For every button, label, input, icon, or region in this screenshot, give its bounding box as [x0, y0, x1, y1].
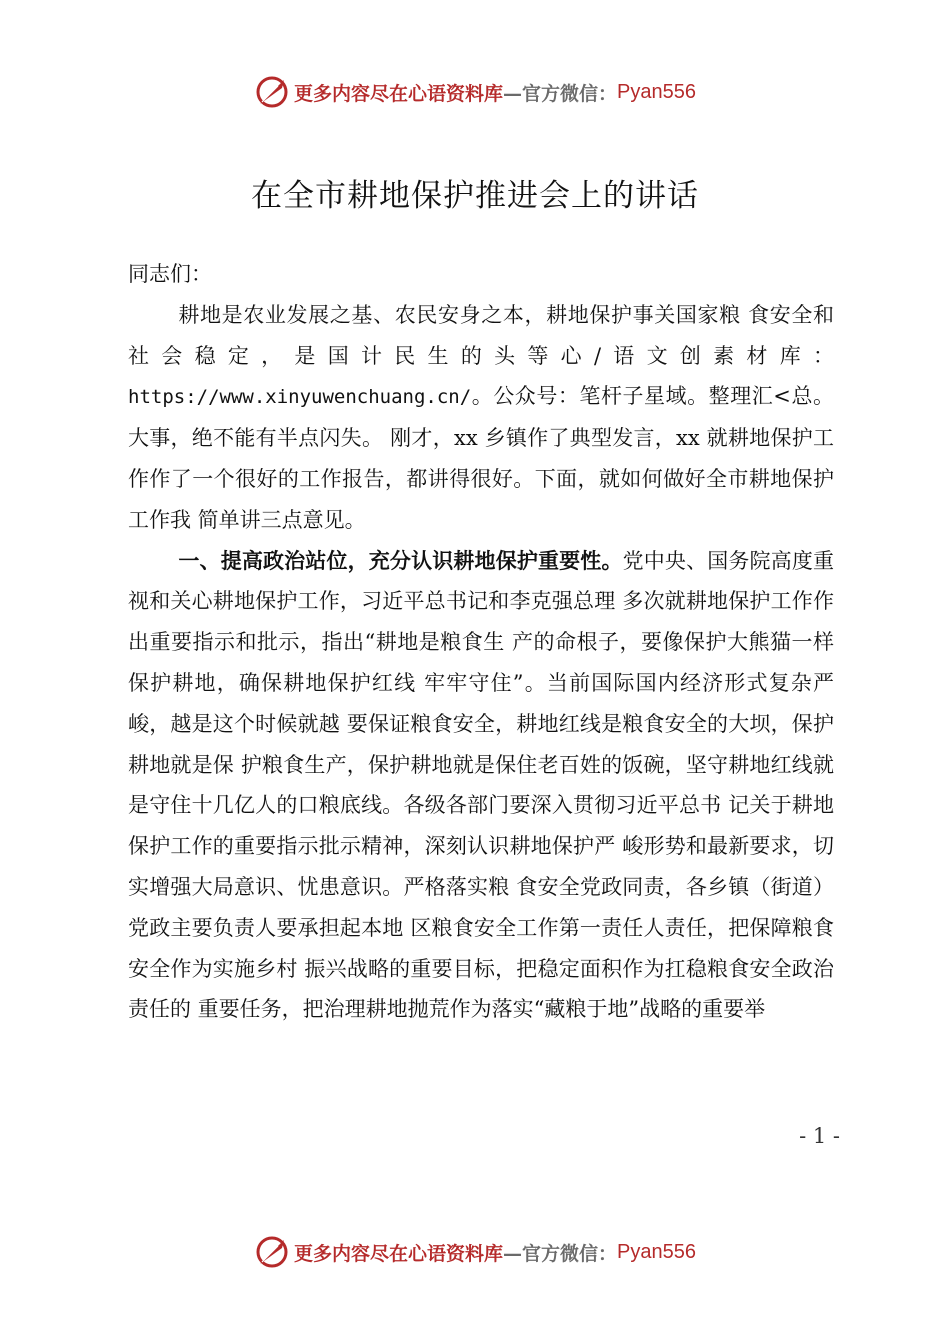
- intro-text-before-url: 耕地是农业发展之基、农民安身之本，耕地保护事关国家粮 食安全和社会稳定，是国计民生的头等心/语文创素材库：: [128, 302, 834, 368]
- banner-wechat-id: Pyan556: [617, 80, 696, 103]
- document-title: 在全市耕地保护推进会上的讲话: [251, 178, 699, 214]
- page-number: - 1 -: [799, 1124, 840, 1148]
- section-1-body: 党中央、国务院高度重视和关心耕地保护工作，习近平总书记和李克强总理 多次就耕地保护工作作出重要指示和批示，指出“耕地是粮食生 产的命根子，要像保护大熊猫一样保护耕地，确保耕地保护红线 牢牢守住”。当前国际国内经济形式复杂严峻，越是这个时候就越 要保证粮食安全，耕地红线是粮食安全的大坝，保护耕地就是保 护粮食生产，保护耕地就是保住老百姓的饭碗，坚守耕地红线就 是守住十几亿人的口粮底线。各级各部门要深入贯彻习近平总书 记关于耕地保护工作的重要指示批示精神，深刻认识耕地保护严 峻形势和最新要求，切实增强大局意识、忧患意识。严格落实粮 食安全党政同责，各乡镇（街道）党政主要负责人要承担起本地 区粮食安全工作第一责任人责任，把保障粮食安全作为实施乡村 振兴战略的重要目标，把稳定面积作为扛稳粮食安全政治责任的 重要任务，把治理耕地抛荒作为落实“藏粮于地”战略的重要举: [128, 548, 835, 1022]
- banner-wechat-label: —官方微信：: [503, 1242, 618, 1265]
- banner-wechat-id: Pyan556: [617, 1240, 696, 1263]
- section-1-paragraph: [128, 541, 834, 1031]
- intro-url-link[interactable]: https://www.xinyuwenchuang.cn/: [128, 386, 472, 409]
- pen-circle-logo-icon: [254, 74, 290, 110]
- document-body: [128, 254, 834, 1030]
- pen-circle-logo-icon: [254, 1234, 290, 1270]
- banner-wechat-label: —官方微信：: [503, 82, 618, 105]
- footer-watermark-banner: [0, 1232, 950, 1272]
- banner-site-name: 更多内容尽在心语资料库: [294, 1242, 504, 1265]
- salutation: 同志们：: [128, 262, 212, 286]
- section-1-heading: 一、提高政治站位，充分认识耕地保护重要性。: [178, 547, 623, 573]
- banner-site-name: 更多内容尽在心语资料库: [294, 82, 504, 105]
- header-watermark-banner: [0, 72, 950, 112]
- intro-text-after-url: 。公众号：笔杆子星域。整理汇<总。大事，绝不能有半点闪失。 刚才，xx 乡镇作了典型发言，xx 就耕地保护工作作了一个很好的工作报告，都讲得很好。下面，就如何做好全市耕地保护工作我 简单讲三点意见。: [128, 384, 834, 532]
- intro-paragraph: [128, 295, 834, 541]
